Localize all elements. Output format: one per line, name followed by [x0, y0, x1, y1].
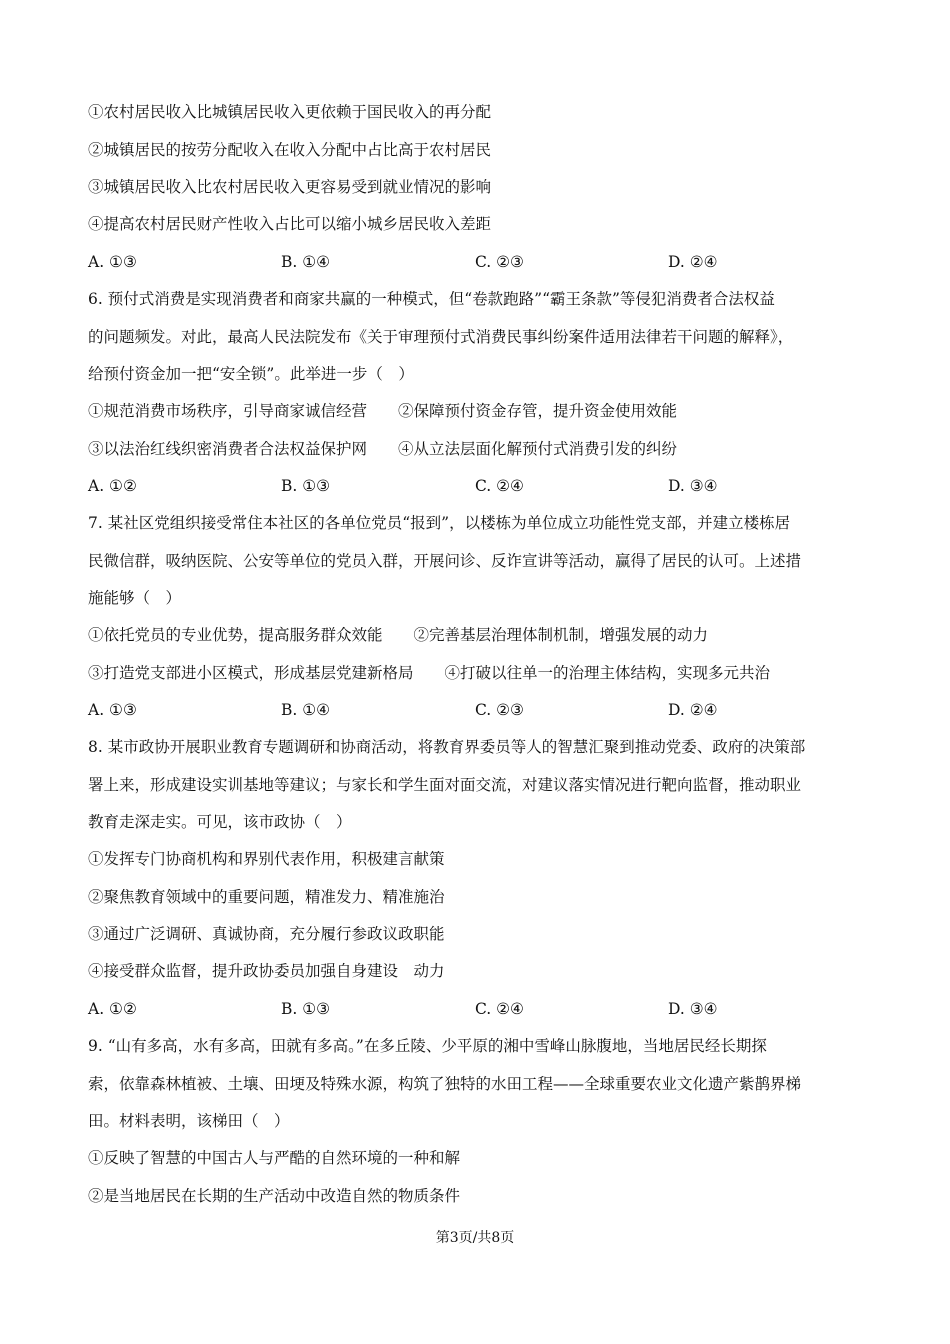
q8-option-c: C. ②④	[475, 1000, 524, 1018]
q6-stem-line-2: 的问题频发。对此，最高人民法院发布《关于审理预付式消费民事纠纷案件适用法律若干问题的解释》，	[88, 328, 794, 346]
q6-option-b: B. ①③	[281, 477, 331, 495]
q8-option-d: D. ③④	[668, 1000, 718, 1018]
q9-statement-2: ②是当地居民在长期的生产活动中改造自然的物质条件	[88, 1187, 461, 1205]
q7-stem-line-1: 7. 某社区党组织接受常住本社区的各单位党员“报到”，以楼栋为单位成立功能性党支部，并建立楼栋居	[88, 514, 791, 532]
page-number-footer: 第3页/共8页	[435, 1230, 515, 1246]
q8-statement-4: ④接受群众监督，提升政协委员加强自身建设 动力	[88, 962, 445, 980]
q5-option-a: A. ①③	[88, 253, 137, 271]
q5-option-b: B. ①④	[281, 253, 331, 271]
q7-stem-line-3: 施能够（ ）	[88, 589, 182, 607]
q5-statement-4: ④提高农村居民财产性收入占比可以缩小城乡居民收入差距	[88, 215, 492, 233]
q9-stem-line-3: 田。材料表明，该梯田（ ）	[88, 1112, 290, 1130]
q9-stem-line-1: 9. “山有多高，水有多高，田就有多高。”在多丘陵、少平原的湘中雪峰山脉腹地，当地居民经长期探	[88, 1037, 767, 1055]
q5-statement-3: ③城镇居民收入比农村居民收入更容易受到就业情况的影响	[88, 178, 492, 196]
q5-statement-2: ②城镇居民的按劳分配收入在收入分配中占比高于农村居民	[88, 141, 492, 159]
q6-statements-1-2: ①规范消费市场秩序，引导商家诚信经营 ②保障预付资金存管，提升资金使用效能	[88, 402, 678, 420]
q7-statements-3-4: ③打造党支部进小区模式，形成基层党建新格局 ④打破以往单一的治理主体结构，实现多元共治	[88, 664, 771, 682]
q7-statements-1-2: ①依托党员的专业优势，提高服务群众效能 ②完善基层治理体制机制，增强发展的动力	[88, 626, 709, 644]
q8-statement-3: ③通过广泛调研、真诚协商，充分履行参政议政职能	[88, 925, 445, 943]
q6-option-d: D. ③④	[668, 477, 718, 495]
q7-option-d: D. ②④	[668, 701, 718, 719]
q6-option-c: C. ②④	[475, 477, 524, 495]
q8-option-a: A. ①②	[88, 1000, 137, 1018]
q5-statement-1: ①农村居民收入比城镇居民收入更依赖于国民收入的再分配	[88, 103, 492, 121]
q6-statements-3-4: ③以法治红线织密消费者合法权益保护网 ④从立法层面化解预付式消费引发的纠纷	[88, 440, 678, 458]
q7-option-b: B. ①④	[281, 701, 331, 719]
q5-option-d: D. ②④	[668, 253, 718, 271]
q6-option-a: A. ①②	[88, 477, 137, 495]
q7-stem-line-2: 民微信群，吸纳医院、公安等单位的党员入群，开展问诊、反诈宣讲等活动，赢得了居民的认可。上述措	[88, 552, 802, 570]
q9-statement-1: ①反映了智慧的中国古人与严酷的自然环境的一种和解	[88, 1149, 461, 1167]
q8-stem-line-2: 署上来，形成建设实训基地等建议；与家长和学生面对面交流，对建议落实情况进行靶向监督，推动职业	[88, 776, 802, 794]
q9-stem-line-2: 索，依靠森林植被、土壤、田埂及特殊水源，构筑了独特的水田工程——全球重要农业文化遗产紫鹊界梯	[88, 1075, 802, 1093]
q7-option-c: C. ②③	[475, 701, 524, 719]
q8-option-b: B. ①③	[281, 1000, 331, 1018]
q8-stem-line-3: 教育走深走实。可见，该市政协（ ）	[88, 813, 352, 831]
q8-statement-1: ①发挥专门协商机构和界别代表作用，积极建言献策	[88, 850, 445, 868]
q6-stem-line-3: 给预付资金加一把“安全锁”。此举进一步（ ）	[88, 365, 414, 383]
q6-stem-line-1: 6. 预付式消费是实现消费者和商家共赢的一种模式，但“卷款跑路”“霸王条款”等侵犯消费者合法权益	[88, 290, 775, 308]
q8-stem-line-1: 8. 某市政协开展职业教育专题调研和协商活动，将教育界委员等人的智慧汇聚到推动党委、政府的决策部	[88, 738, 806, 756]
q5-option-c: C. ②③	[475, 253, 524, 271]
q7-option-a: A. ①③	[88, 701, 137, 719]
q8-statement-2: ②聚焦教育领域中的重要问题，精准发力、精准施治	[88, 888, 445, 906]
